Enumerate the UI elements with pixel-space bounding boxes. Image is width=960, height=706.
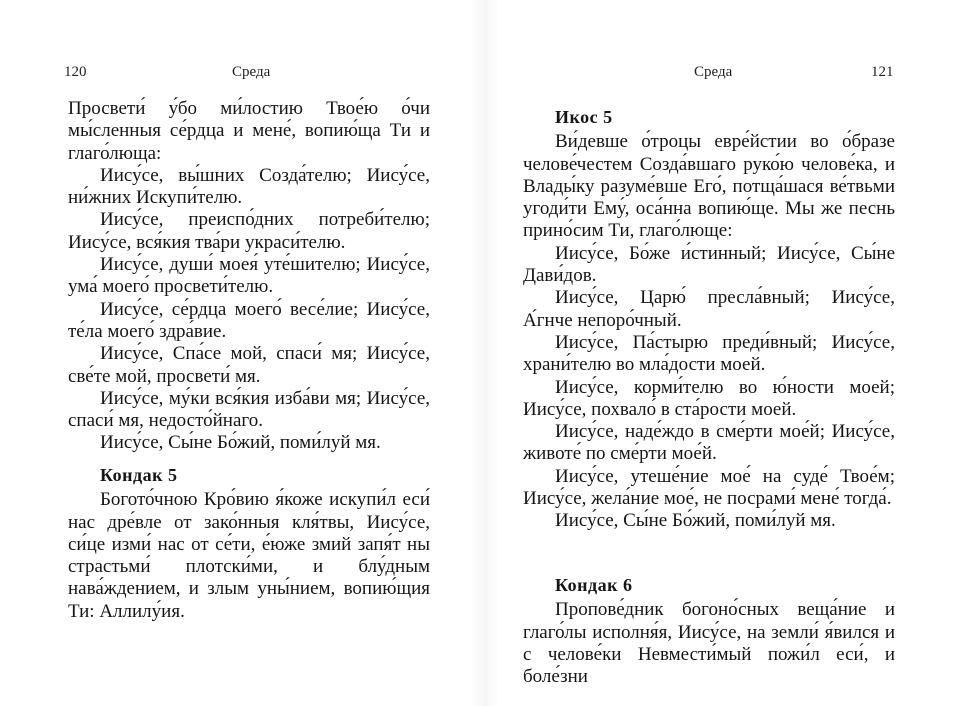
invocation-line: Иису́се, Сы́не Бо́жий, поми́луй мя. bbox=[100, 432, 381, 454]
running-head-left: Среда bbox=[232, 64, 271, 80]
invocation-line: Иису́се, Сы́не Бо́жий, поми́луй мя. bbox=[555, 510, 836, 532]
invocation-line: Иису́се, се́рдца моего́ весе́лие; Иису́се, те́ла моего́ здра́вие. bbox=[68, 298, 430, 342]
invocation-line: Иису́се, корми́телю во ю́ности моей; Иису́се, похвало́ в ста́рости моей. bbox=[523, 376, 895, 420]
right-page bbox=[480, 0, 960, 706]
invocation-line: Иису́се, утеше́ние мое́ на суде́ Твое́м; Иису́се, жела́ние мое́, не посрами́ мене́ тогда́. bbox=[523, 465, 895, 510]
ikos-heading: Икос 5 bbox=[555, 107, 613, 127]
kondak-heading: Кондак 5 bbox=[100, 465, 178, 485]
invocation-line: Иису́се, Царю́ пресла́вный; Иису́се, А́гнче непоро́чный. bbox=[523, 287, 895, 331]
invocation-line: Иису́се, наде́ждо в сме́рти мое́й; Иису́се, животе́ по сме́рти мое́й. bbox=[523, 421, 895, 465]
invocation-line: Иису́се, души́ моея́ уте́шителю; Иису́се, ума́ моего́ просвети́телю. bbox=[68, 254, 430, 298]
kondak-text: Пропове́дник богоно́сных веща́ние и глаго́лы исполня́я, Иису́се, на земли́ я́вился и с челове́ки Невмести́мый пожи́л еси́, и боле́зни bbox=[523, 599, 895, 688]
invocation-line: Иису́се, му́ки вся́кия изба́ви мя; Иису́се, спаси́ мя, недосто́йнаго. bbox=[68, 387, 430, 432]
ikos-text: Ви́девше о́троцы евре́йстии во о́бразе челове́честем Созда́вшаго руко́ю челове́ка, и Влады́ку разуме́вше Его́, потща́шася ве́твьми угоди́ти Ему́, оса́нна вопию́ще. Мы же песнь прино́сим Ти, глаго́люще: bbox=[523, 131, 895, 242]
page-number-right: 121 bbox=[871, 64, 894, 80]
invocation-line: Иису́се, преиспо́дних потреби́телю; Иису́се, вся́кия тва́ри украси́телю. bbox=[68, 209, 430, 253]
invocation-line: Иису́се, Спа́се мой, спаси́ мя; Иису́се, све́те мой, просвети́ мя. bbox=[68, 343, 430, 387]
invocation-line: Иису́се, Бо́же и́стинный; Иису́се, Сы́не Дави́дов. bbox=[523, 242, 895, 287]
kondak-6-section bbox=[523, 574, 895, 688]
left-page-body bbox=[68, 98, 430, 455]
kondak-5-section bbox=[68, 464, 430, 623]
intro-paragraph: Просвети́ у́бо ми́лостию Твое́ю о́чи мы́сленныя се́рдца и мене́, вопию́ща Ти и глаго́люща: bbox=[68, 98, 430, 164]
invocation-line: Иису́се, вы́шних Созда́телю; Иису́се, ни́жних Искупи́телю. bbox=[68, 164, 430, 209]
ikos-5-section bbox=[523, 106, 895, 533]
kondak-text: Богото́чною Кро́вию я́коже искупи́л еси́ нас дре́вле от зако́нныя кля́твы, Иису́се, си́це изми́ нас от се́ти, е́юже змий запя́т ны страстьми́ плотски́ми, и блу́дным нава́ждением, и злым уны́нием, вопию́щия Ти: Аллилу́ия. bbox=[68, 489, 430, 622]
page-number-left: 120 bbox=[64, 64, 87, 80]
running-head-right: Среда bbox=[694, 64, 733, 80]
invocation-line: Иису́се, Па́стырю преди́вный; Иису́се, храни́телю во мла́дости моей. bbox=[523, 331, 895, 376]
kondak-heading: Кондак 6 bbox=[555, 575, 633, 595]
